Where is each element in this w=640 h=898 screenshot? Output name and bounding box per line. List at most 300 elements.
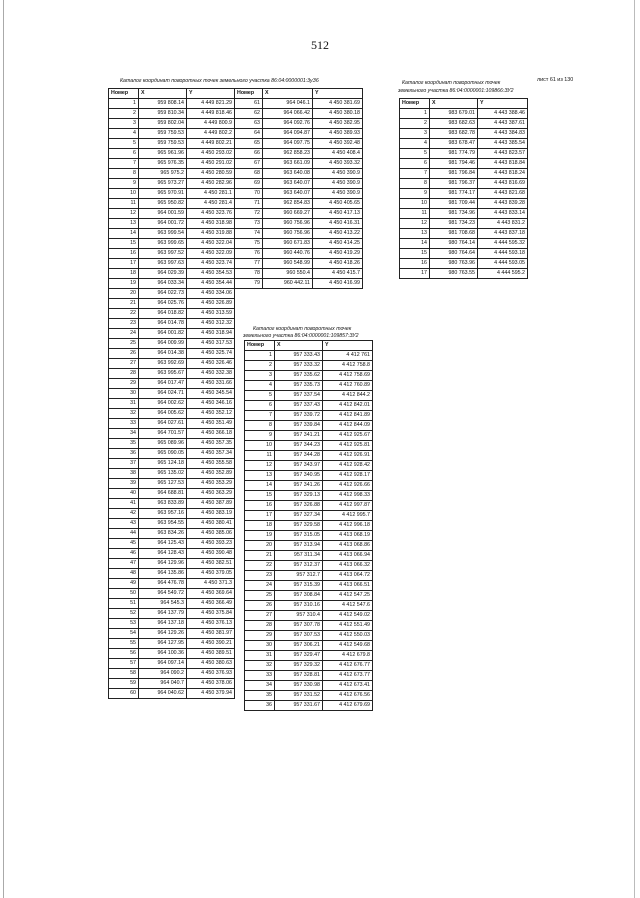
table-row: [109, 279, 235, 289]
y-coordinate-cell: 4 450 354.44: [187, 279, 235, 289]
y-coordinate-cell: 4 443 831.2: [478, 219, 528, 229]
y-coordinate-cell: 4 412 995.7: [323, 511, 373, 521]
y-coordinate-cell: 4 443 821.68: [478, 189, 528, 199]
scan-edge-left: [3, 0, 4, 898]
x-coordinate-cell: 960 550.4: [263, 269, 313, 279]
y-coordinate-cell: 4 449 802.2: [187, 129, 235, 139]
x-coordinate-cell: 964 094.87: [263, 129, 313, 139]
table-row: [109, 219, 235, 229]
point-number-cell: 13: [400, 229, 430, 239]
table-row: [109, 509, 235, 519]
y-coordinate-cell: 4 412 676.77: [323, 661, 373, 671]
sheet-label: лист 61 из 130: [537, 77, 574, 83]
table-row: [109, 589, 235, 599]
table-row: [109, 519, 235, 529]
x-coordinate-cell: 957 333.32: [275, 361, 323, 371]
x-coordinate-cell: 965 970.91: [139, 189, 187, 199]
point-number-cell: 56: [109, 649, 139, 659]
x-coordinate-cell: 965 961.96: [139, 149, 187, 159]
y-coordinate-cell: 4 444 593.18: [478, 249, 528, 259]
point-number-cell: 22: [245, 561, 275, 571]
y-coordinate-cell: 4 412 761: [323, 351, 373, 361]
x-coordinate-cell: 964 100.36: [139, 649, 187, 659]
x-coordinate-cell: 963 640.07: [263, 189, 313, 199]
y-coordinate-cell: 4 450 390.9: [313, 189, 363, 199]
point-number-cell: 34: [245, 681, 275, 691]
y-coordinate-cell: 4 412 926.66: [323, 481, 373, 491]
x-coordinate-cell: 957 339.72: [275, 411, 323, 421]
point-number-cell: 10: [109, 189, 139, 199]
point-number-cell: 14: [109, 229, 139, 239]
point-number-cell: 33: [109, 419, 139, 429]
point-number-cell: 1: [400, 109, 430, 119]
x-coordinate-cell: 981 734.23: [430, 219, 478, 229]
point-number-cell: 41: [109, 499, 139, 509]
table-row: [235, 179, 363, 189]
y-coordinate-cell: 4 450 357.35: [187, 439, 235, 449]
y-coordinate-cell: 4 450 408.4: [313, 149, 363, 159]
y-coordinate-cell: 4 412 842.01: [323, 401, 373, 411]
x-coordinate-cell: 964 017.47: [139, 379, 187, 389]
table-row: [400, 159, 528, 169]
y-coordinate-cell: 4 450 323.76: [187, 209, 235, 219]
table-row: [109, 629, 235, 639]
point-number-cell: 9: [109, 179, 139, 189]
table-row: [235, 159, 363, 169]
x-coordinate-cell: 964 092.76: [263, 119, 313, 129]
x-coordinate-cell: 964 090.2: [139, 669, 187, 679]
table-row: [109, 369, 235, 379]
y-coordinate-cell: 4 450 418.26: [313, 259, 363, 269]
x-coordinate-cell: 981 774.17: [430, 189, 478, 199]
table-row: [109, 229, 235, 239]
point-number-cell: 5: [245, 391, 275, 401]
point-number-cell: 66: [235, 149, 263, 159]
x-coordinate-cell: 964 033.34: [139, 279, 187, 289]
x-coordinate-cell: 957 329.32: [275, 661, 323, 671]
x-coordinate-cell: 964 128.43: [139, 549, 187, 559]
x-coordinate-cell: 964 027.61: [139, 419, 187, 429]
table-row: [245, 671, 373, 681]
point-number-cell: 16: [109, 249, 139, 259]
table-row: [245, 631, 373, 641]
x-coordinate-cell: 963 640.08: [263, 169, 313, 179]
table-row: [400, 149, 528, 159]
x-coordinate-cell: 964 040.7: [139, 679, 187, 689]
point-number-cell: 26: [109, 349, 139, 359]
table-row: [235, 209, 363, 219]
point-number-cell: 46: [109, 549, 139, 559]
point-number-cell: 33: [245, 671, 275, 681]
table-row: [245, 471, 373, 481]
x-coordinate-cell: 959 810.34: [139, 109, 187, 119]
table-row: [109, 309, 235, 319]
x-coordinate-cell: 983 682.63: [430, 119, 478, 129]
y-coordinate-cell: 4 443 388.46: [478, 109, 528, 119]
table-header-row: [400, 99, 528, 109]
point-number-cell: 27: [109, 359, 139, 369]
x-coordinate-cell: 957 344.28: [275, 451, 323, 461]
y-coordinate-cell: 4 450 354.53: [187, 269, 235, 279]
point-number-cell: 53: [109, 619, 139, 629]
point-number-cell: 8: [109, 169, 139, 179]
point-number-cell: 5: [400, 149, 430, 159]
point-number-cell: 71: [235, 199, 263, 209]
x-coordinate-cell: 964 005.62: [139, 409, 187, 419]
x-coordinate-cell: 962 858.23: [263, 149, 313, 159]
y-coordinate-cell: 4 412 679.8: [323, 651, 373, 661]
x-coordinate-cell: 957 341.26: [275, 481, 323, 491]
point-number-cell: 30: [109, 389, 139, 399]
y-coordinate-cell: 4 449 802.21: [187, 139, 235, 149]
x-coordinate-cell: 962 854.83: [263, 199, 313, 209]
y-coordinate-cell: 4 413 068.19: [323, 531, 373, 541]
y-coordinate-cell: 4 450 282.96: [187, 179, 235, 189]
table-row: [245, 701, 373, 711]
y-coordinate-cell: 4 450 371.3: [187, 579, 235, 589]
x-coordinate-cell: 981 796.84: [430, 169, 478, 179]
x-coordinate-cell: 964 014.38: [139, 349, 187, 359]
y-coordinate-cell: 4 412 758.69: [323, 371, 373, 381]
point-number-cell: 75: [235, 239, 263, 249]
x-coordinate-cell: 957 328.81: [275, 671, 323, 681]
y-coordinate-cell: 4 412 996.18: [323, 521, 373, 531]
x-coordinate-cell: 964 025.76: [139, 299, 187, 309]
y-coordinate-cell: 4 450 417.13: [313, 209, 363, 219]
y-coordinate-cell: 4 450 317.53: [187, 339, 235, 349]
point-number-cell: 32: [109, 409, 139, 419]
y-coordinate-cell: 4 450 334.06: [187, 289, 235, 299]
y-coordinate-cell: 4 449 800.9: [187, 119, 235, 129]
header-x: X: [275, 341, 323, 351]
table-row: [400, 189, 528, 199]
point-number-cell: 39: [109, 479, 139, 489]
y-coordinate-cell: 4 412 758.8: [323, 361, 373, 371]
table-row: [235, 229, 363, 239]
point-number-cell: 55: [109, 639, 139, 649]
header-y: Y: [323, 341, 373, 351]
point-number-cell: 23: [245, 571, 275, 581]
table-row: [245, 691, 373, 701]
y-coordinate-cell: 4 450 352.12: [187, 409, 235, 419]
y-coordinate-cell: 4 412 760.89: [323, 381, 373, 391]
point-number-cell: 72: [235, 209, 263, 219]
point-number-cell: 26: [245, 601, 275, 611]
x-coordinate-cell: 983 679.01: [430, 109, 478, 119]
x-coordinate-cell: 964 014.78: [139, 319, 187, 329]
table-row: [245, 681, 373, 691]
y-coordinate-cell: 4 412 841.89: [323, 411, 373, 421]
point-number-cell: 59: [109, 679, 139, 689]
table-row: [235, 139, 363, 149]
x-coordinate-cell: 957 313.94: [275, 541, 323, 551]
point-number-cell: 58: [109, 669, 139, 679]
table-row: [245, 531, 373, 541]
y-coordinate-cell: 4 450 312.32: [187, 319, 235, 329]
table3-caption-line2: земельного участка 86:04:0000001:109866:ЗУ2: [398, 88, 514, 94]
point-number-cell: 18: [109, 269, 139, 279]
x-coordinate-cell: 965 950.82: [139, 199, 187, 209]
point-number-cell: 6: [245, 401, 275, 411]
y-coordinate-cell: 4 444 595.2: [478, 269, 528, 279]
y-coordinate-cell: 4 450 366.18: [187, 429, 235, 439]
x-coordinate-cell: 981 794.46: [430, 159, 478, 169]
y-coordinate-cell: 4 412 928.17: [323, 471, 373, 481]
x-coordinate-cell: 963 640.07: [263, 179, 313, 189]
table-row: [109, 559, 235, 569]
x-coordinate-cell: 957 312.37: [275, 561, 323, 571]
x-coordinate-cell: 960 756.96: [263, 229, 313, 239]
point-number-cell: 45: [109, 539, 139, 549]
x-coordinate-cell: 957 341.21: [275, 431, 323, 441]
point-number-cell: 70: [235, 189, 263, 199]
point-number-cell: 9: [400, 189, 430, 199]
table-row: [109, 639, 235, 649]
point-number-cell: 79: [235, 279, 263, 289]
table-row: [400, 109, 528, 119]
y-coordinate-cell: 4 412 926.91: [323, 451, 373, 461]
x-coordinate-cell: 980 764.64: [430, 249, 478, 259]
table-row: [109, 149, 235, 159]
y-coordinate-cell: 4 444 593.05: [478, 259, 528, 269]
point-number-cell: 13: [245, 471, 275, 481]
x-coordinate-cell: 963 661.09: [263, 159, 313, 169]
y-coordinate-cell: 4 450 319.88: [187, 229, 235, 239]
table-row: [245, 591, 373, 601]
table-row: [235, 119, 363, 129]
y-coordinate-cell: 4 450 390.9: [313, 169, 363, 179]
header-y: Y: [478, 99, 528, 109]
table-row: [245, 361, 373, 371]
y-coordinate-cell: 4 450 376.93: [187, 669, 235, 679]
x-coordinate-cell: 957 307.53: [275, 631, 323, 641]
point-number-cell: 31: [245, 651, 275, 661]
table-row: [109, 249, 235, 259]
y-coordinate-cell: 4 412 547.6: [323, 601, 373, 611]
x-coordinate-cell: 965 127.53: [139, 479, 187, 489]
x-coordinate-cell: 983 678.47: [430, 139, 478, 149]
x-coordinate-cell: 983 682.78: [430, 129, 478, 139]
x-coordinate-cell: 960 442.11: [263, 279, 313, 289]
x-coordinate-cell: 963 954.55: [139, 519, 187, 529]
table-row: [245, 641, 373, 651]
y-coordinate-cell: 4 450 376.13: [187, 619, 235, 629]
y-coordinate-cell: 4 450 345.54: [187, 389, 235, 399]
table-row: [109, 289, 235, 299]
point-number-cell: 15: [109, 239, 139, 249]
y-coordinate-cell: 4 413 068.86: [323, 541, 373, 551]
y-coordinate-cell: 4 450 416.99: [313, 279, 363, 289]
table-row: [400, 179, 528, 189]
y-coordinate-cell: 4 444 595.32: [478, 239, 528, 249]
table-row: [245, 371, 373, 381]
y-coordinate-cell: 4 450 293.02: [187, 149, 235, 159]
point-number-cell: 69: [235, 179, 263, 189]
x-coordinate-cell: 959 759.53: [139, 139, 187, 149]
x-coordinate-cell: 965 135.02: [139, 469, 187, 479]
y-coordinate-cell: 4 412 673.77: [323, 671, 373, 681]
table-row: [235, 189, 363, 199]
x-coordinate-cell: 964 701.57: [139, 429, 187, 439]
table-row: [109, 409, 235, 419]
y-coordinate-cell: 4 443 823.57: [478, 149, 528, 159]
point-number-cell: 50: [109, 589, 139, 599]
table-row: [109, 269, 235, 279]
x-coordinate-cell: 963 833.89: [139, 499, 187, 509]
point-number-cell: 34: [109, 429, 139, 439]
point-number-cell: 36: [245, 701, 275, 711]
table-row: [235, 99, 363, 109]
y-coordinate-cell: 4 412 925.81: [323, 441, 373, 451]
x-coordinate-cell: 963 995.67: [139, 369, 187, 379]
point-number-cell: 11: [109, 199, 139, 209]
x-coordinate-cell: 957 326.88: [275, 501, 323, 511]
point-number-cell: 51: [109, 599, 139, 609]
x-coordinate-cell: 957 311.34: [275, 551, 323, 561]
x-coordinate-cell: 965 124.18: [139, 459, 187, 469]
table-row: [109, 109, 235, 119]
table1-right: [234, 88, 363, 289]
table-row: [245, 431, 373, 441]
table-row: [109, 429, 235, 439]
x-coordinate-cell: 964 549.72: [139, 589, 187, 599]
point-number-cell: 54: [109, 629, 139, 639]
table-row: [235, 269, 363, 279]
table-row: [109, 99, 235, 109]
table-row: [245, 661, 373, 671]
table-row: [109, 489, 235, 499]
x-coordinate-cell: 960 671.83: [263, 239, 313, 249]
table-row: [109, 539, 235, 549]
point-number-cell: 20: [109, 289, 139, 299]
point-number-cell: 37: [109, 459, 139, 469]
point-number-cell: 73: [235, 219, 263, 229]
point-number-cell: 2: [109, 109, 139, 119]
point-number-cell: 47: [109, 559, 139, 569]
table-row: [245, 441, 373, 451]
x-coordinate-cell: 963 997.63: [139, 259, 187, 269]
header-number: Номер: [109, 89, 139, 99]
point-number-cell: 63: [235, 119, 263, 129]
point-number-cell: 76: [235, 249, 263, 259]
y-coordinate-cell: 4 443 387.61: [478, 119, 528, 129]
point-number-cell: 17: [109, 259, 139, 269]
point-number-cell: 14: [400, 239, 430, 249]
x-coordinate-cell: 960 548.99: [263, 259, 313, 269]
table-row: [245, 581, 373, 591]
point-number-cell: 78: [235, 269, 263, 279]
table-header-row: [245, 341, 373, 351]
y-coordinate-cell: 4 450 318.98: [187, 219, 235, 229]
point-number-cell: 3: [400, 129, 430, 139]
y-coordinate-cell: 4 450 393.23: [187, 539, 235, 549]
point-number-cell: 74: [235, 229, 263, 239]
y-coordinate-cell: 4 412 844.2: [323, 391, 373, 401]
y-coordinate-cell: 4 413 064.72: [323, 571, 373, 581]
x-coordinate-cell: 957 306.21: [275, 641, 323, 651]
table-row: [245, 611, 373, 621]
y-coordinate-cell: 4 412 998.33: [323, 491, 373, 501]
y-coordinate-cell: 4 450 322.09: [187, 249, 235, 259]
x-coordinate-cell: 960 669.27: [263, 209, 313, 219]
point-number-cell: 24: [245, 581, 275, 591]
point-number-cell: 29: [109, 379, 139, 389]
point-number-cell: 30: [245, 641, 275, 651]
y-coordinate-cell: 4 450 378.06: [187, 679, 235, 689]
x-coordinate-cell: 959 808.14: [139, 99, 187, 109]
y-coordinate-cell: 4 450 419.29: [313, 249, 363, 259]
point-number-cell: 35: [109, 439, 139, 449]
y-coordinate-cell: 4 413 066.32: [323, 561, 373, 571]
table-row: [245, 461, 373, 471]
table-row: [109, 499, 235, 509]
x-coordinate-cell: 957 337.43: [275, 401, 323, 411]
point-number-cell: 2: [400, 119, 430, 129]
point-number-cell: 28: [109, 369, 139, 379]
y-coordinate-cell: 4 450 382.95: [313, 119, 363, 129]
y-coordinate-cell: 4 412 549.68: [323, 641, 373, 651]
x-coordinate-cell: 965 976.35: [139, 159, 187, 169]
point-number-cell: 7: [400, 169, 430, 179]
table-row: [109, 449, 235, 459]
table-row: [400, 199, 528, 209]
x-coordinate-cell: 957 308.84: [275, 591, 323, 601]
y-coordinate-cell: 4 450 326.46: [187, 359, 235, 369]
x-coordinate-cell: 964 018.82: [139, 309, 187, 319]
x-coordinate-cell: 963 992.69: [139, 359, 187, 369]
point-number-cell: 44: [109, 529, 139, 539]
x-coordinate-cell: 957 330.98: [275, 681, 323, 691]
point-number-cell: 3: [245, 371, 275, 381]
x-coordinate-cell: 964 002.62: [139, 399, 187, 409]
y-coordinate-cell: 4 450 326.89: [187, 299, 235, 309]
y-coordinate-cell: 4 412 551.49: [323, 621, 373, 631]
x-coordinate-cell: 963 999.65: [139, 239, 187, 249]
point-number-cell: 14: [245, 481, 275, 491]
header-x: X: [139, 89, 187, 99]
y-coordinate-cell: 4 450 381.69: [313, 99, 363, 109]
table-row: [109, 379, 235, 389]
point-number-cell: 3: [109, 119, 139, 129]
x-coordinate-cell: 964 046.1: [263, 99, 313, 109]
point-number-cell: 1: [245, 351, 275, 361]
point-number-cell: 25: [109, 339, 139, 349]
y-coordinate-cell: 4 450 323.74: [187, 259, 235, 269]
point-number-cell: 19: [109, 279, 139, 289]
table-row: [235, 199, 363, 209]
x-coordinate-cell: 957 312.7: [275, 571, 323, 581]
x-coordinate-cell: 957 315.39: [275, 581, 323, 591]
x-coordinate-cell: 964 024.71: [139, 389, 187, 399]
table-row: [245, 601, 373, 611]
table-row: [109, 419, 235, 429]
page-number: 512: [311, 38, 329, 52]
x-coordinate-cell: 960 756.96: [263, 219, 313, 229]
point-number-cell: 15: [400, 249, 430, 259]
y-coordinate-cell: 4 450 332.38: [187, 369, 235, 379]
point-number-cell: 8: [245, 421, 275, 431]
header-y: Y: [313, 89, 363, 99]
y-coordinate-cell: 4 443 818.24: [478, 169, 528, 179]
x-coordinate-cell: 964 127.95: [139, 639, 187, 649]
table-row: [400, 139, 528, 149]
table-row: [109, 679, 235, 689]
x-coordinate-cell: 957 340.95: [275, 471, 323, 481]
point-number-cell: 77: [235, 259, 263, 269]
point-number-cell: 36: [109, 449, 139, 459]
point-number-cell: 9: [245, 431, 275, 441]
y-coordinate-cell: 4 450 390.48: [187, 549, 235, 559]
